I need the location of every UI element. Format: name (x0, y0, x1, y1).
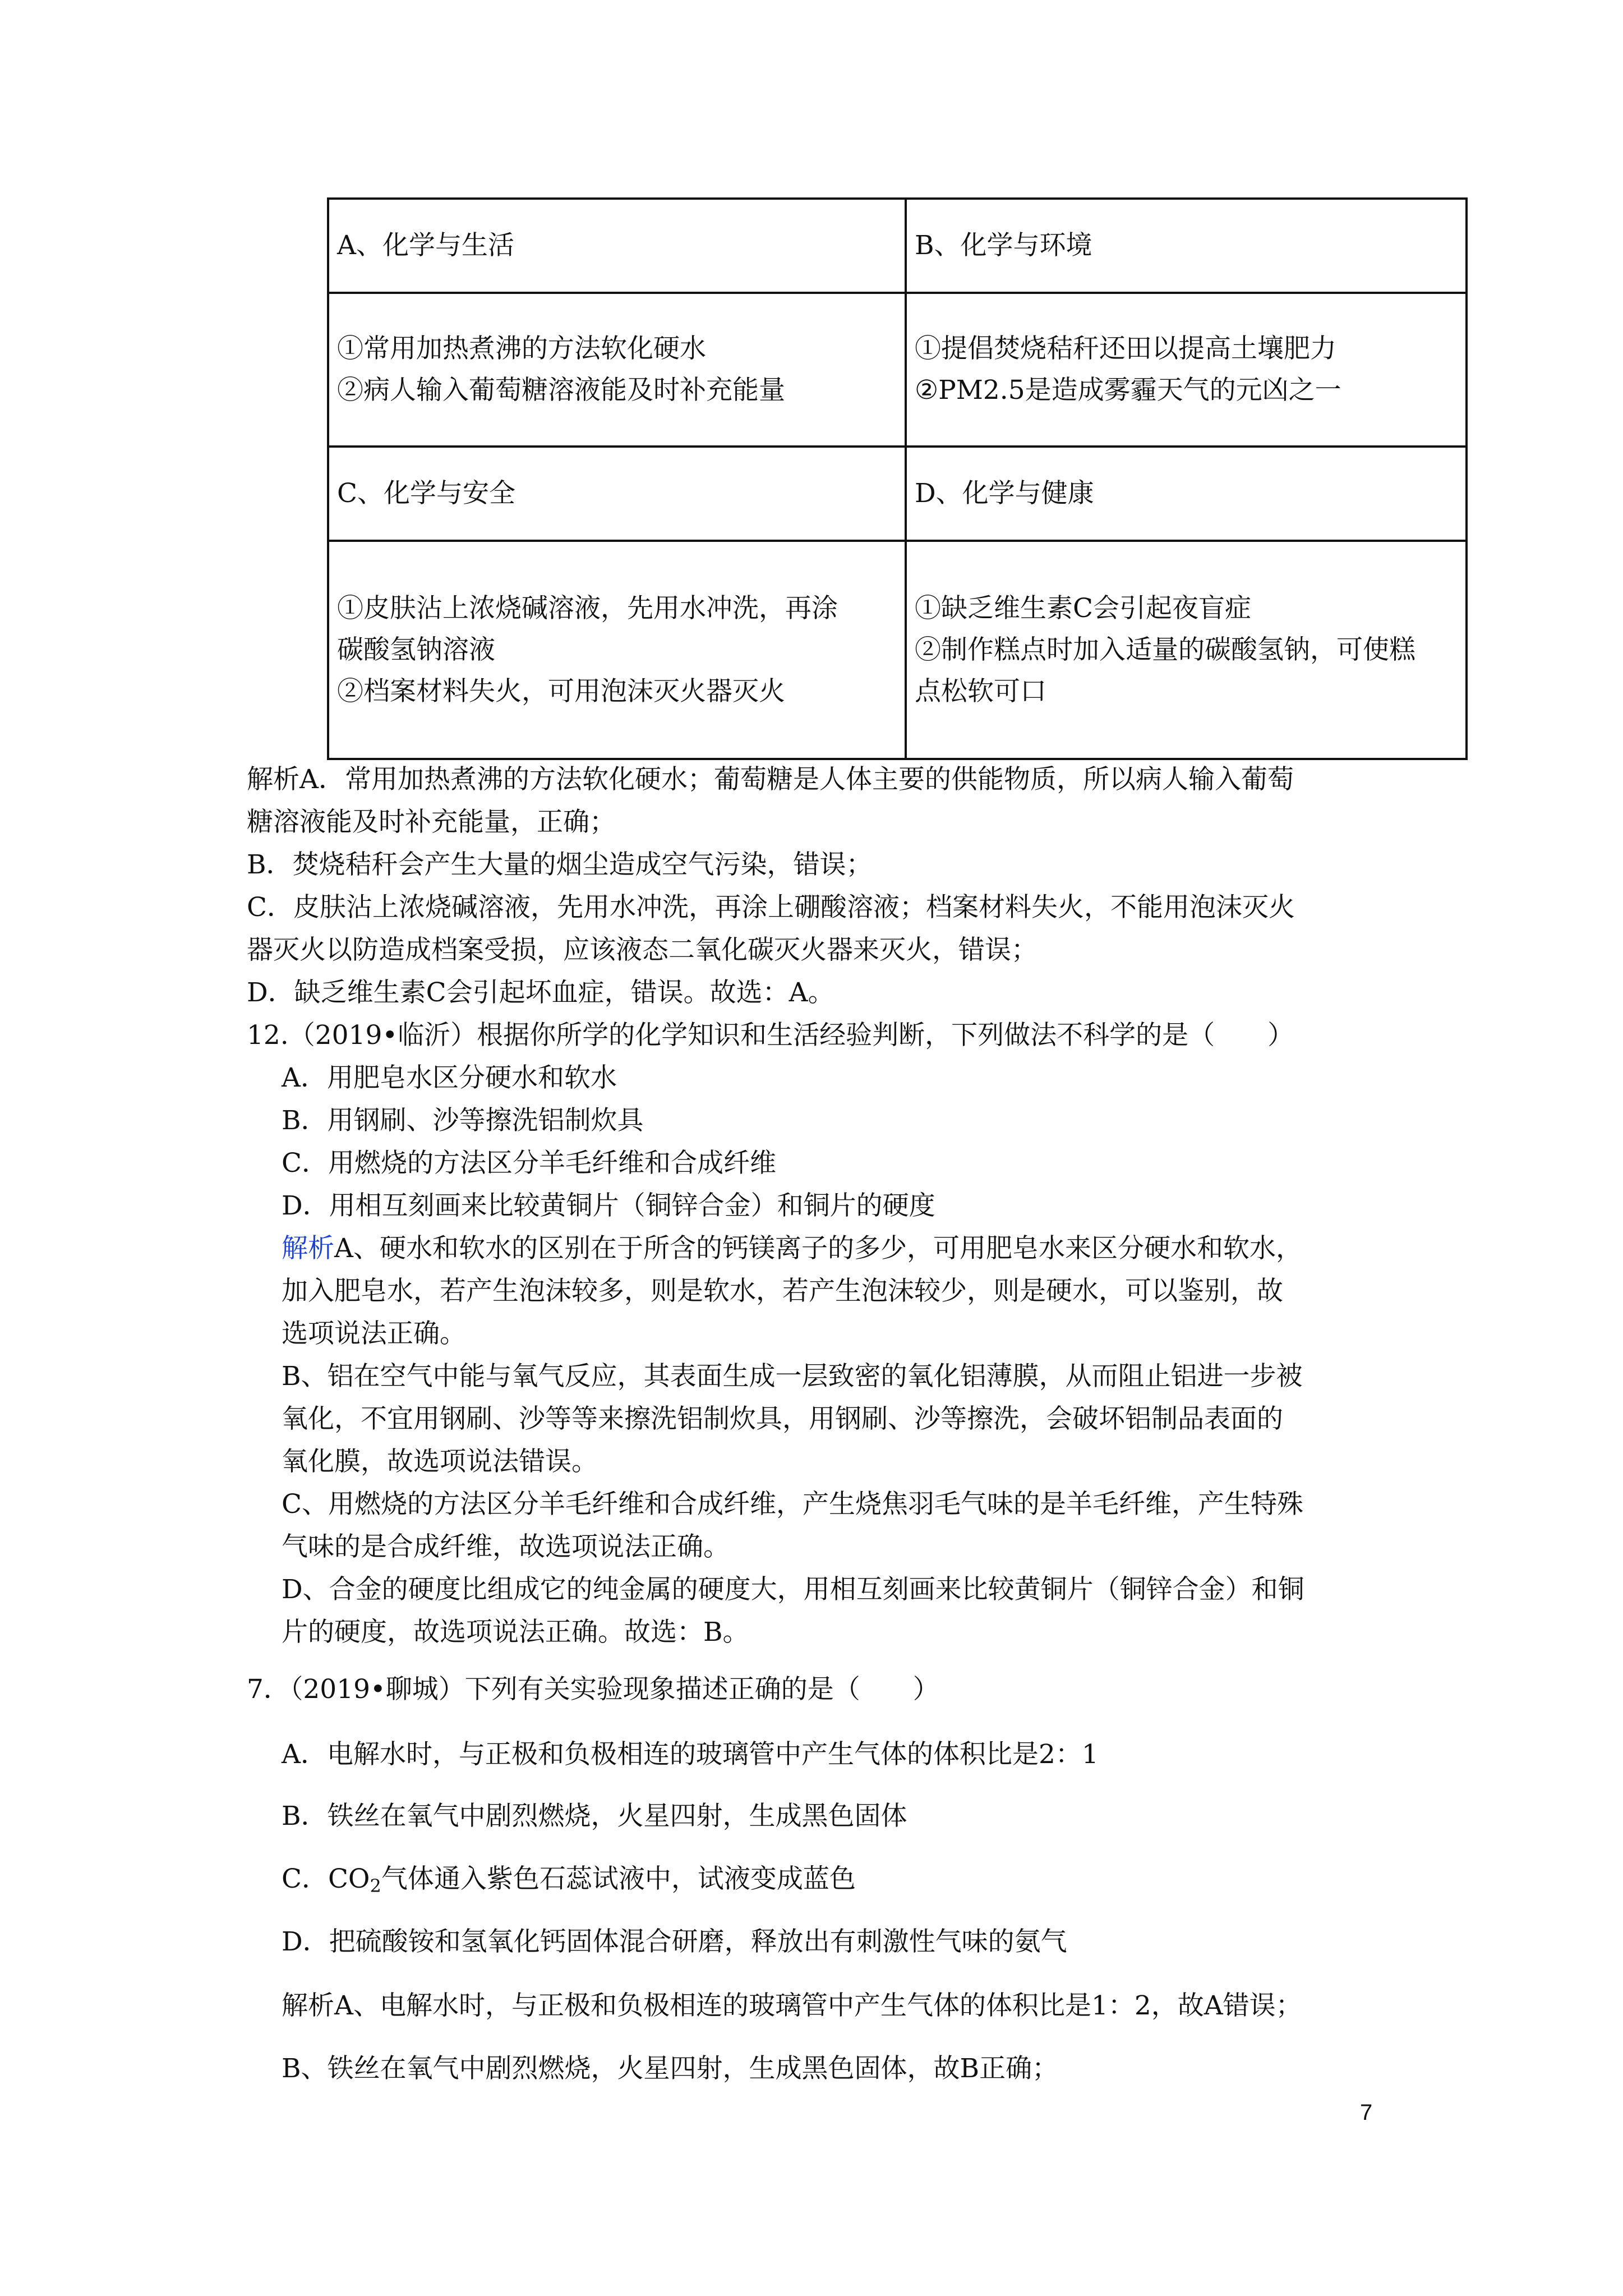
question-option: B．用钢刷、沙等擦洗铝制炊具 (282, 1105, 644, 1136)
table-cell-line: ②制作糕点时加入适量的碳酸氢钠，可使糕 (915, 634, 1415, 665)
table-cell-line: 点松软可口 (915, 675, 1046, 707)
page-number: 7 (1360, 2100, 1373, 2125)
analysis-line: 选项说法正确。 (282, 1318, 466, 1349)
table-cell-line: ②档案材料失火，可用泡沫灭火器灭火 (337, 675, 785, 707)
analysis-line: 片的硬度，故选项说法正确。故选：B。 (282, 1617, 749, 1648)
question-7-stem (247, 1668, 1391, 1711)
analysis-line: D、合金的硬度比组成它的纯金属的硬度大，用相互刻画来比较黄铜片（铜锌合金）和铜 (282, 1574, 1304, 1605)
analysis-line: 加入肥皂水，若产生泡沫较多，则是软水，若产生泡沫较少，则是硬水，可以鉴别，故 (282, 1276, 1283, 1306)
question-stem: 12.（2019•临沂）根据你所学的化学知识和生活经验判断，下列做法不科学的是（ ） (247, 1020, 1294, 1051)
option-text: C．CO (282, 1864, 370, 1894)
question-option (282, 1858, 1426, 1901)
question-7-option-c (282, 1858, 1426, 1901)
question-7-analysis-a (282, 1985, 1426, 2027)
table-cell-line: ①皮肤沾上浓烧碱溶液，先用水冲洗，再涂 (337, 592, 838, 624)
analysis-line: B．焚烧秸秆会产生大量的烟尘造成空气污染，错误； (247, 849, 873, 880)
question-option: D．用相互刻画来比较黄铜片（铜锌合金）和铜片的硬度 (282, 1190, 935, 1221)
question-12-stem (247, 1014, 1391, 1057)
table-row (328, 541, 1467, 759)
table-row (328, 447, 1467, 541)
table-row (328, 199, 1467, 293)
question-option: B．铁丝在氧气中剧烈燃烧，火星四射，生成黑色固体 (282, 1801, 907, 1832)
analysis-line: 氧化膜，故选项说法错误。 (282, 1446, 598, 1477)
question-option: C．用燃烧的方法区分羊毛纤维和合成纤维 (282, 1148, 776, 1179)
table-row (328, 293, 1467, 447)
analysis-line: B、铝在空气中能与氧气反应，其表面生成一层致密的氧化铝薄膜，从而阻止铝进一步被 (282, 1361, 1303, 1392)
table-cell-line: ①缺乏维生素C会引起夜盲症 (915, 592, 1251, 624)
table-cell-a-items (328, 293, 906, 447)
analysis-line: 氧化，不宜用钢刷、沙等等来擦洗铝制炊具，用钢刷、沙等擦洗，会破坏铝制品表面的 (282, 1404, 1283, 1434)
options-table (327, 197, 1468, 760)
table-cell-b-header: B、化学与环境 (906, 199, 1467, 293)
analysis-text: A．常用加热煮沸的方法软化硬水；葡萄糖是人体主要的供能物质，所以病人输入葡萄 (299, 764, 1294, 795)
question-12-options (282, 1057, 1426, 1654)
table-cell-line: ②病人输入葡萄糖溶液能及时补充能量 (337, 375, 785, 406)
question-7-option-a (282, 1733, 1426, 1776)
analysis-line: C、用燃烧的方法区分羊毛纤维和合成纤维，产生烧焦羽毛气味的是羊毛纤维，产生特殊 (282, 1489, 1303, 1520)
analysis-line: 气味的是合成纤维，故选项说法正确。 (282, 1531, 730, 1562)
table-cell-b-items (906, 293, 1467, 447)
option-text: 气体通入紫色石蕊试液中，试液变成蓝色 (381, 1864, 856, 1894)
question-stem: 7．（2019•聊城）下列有关实验现象描述正确的是（ ） (247, 1674, 939, 1705)
analysis-line (282, 1227, 1426, 1270)
analysis-line: 糖溶液能及时补充能量，正确； (247, 807, 616, 838)
question-option: A．用肥皂水区分硬水和软水 (282, 1062, 617, 1093)
table-cell-d-header: D、化学与健康 (906, 447, 1467, 541)
subscript: 2 (370, 1875, 381, 1897)
analysis-line: 器灭火以防造成档案受损，应该液态二氧化碳灭火器来灭火，错误； (247, 935, 1038, 965)
table-cell-c-items (328, 541, 906, 759)
analysis-line: B、铁丝在氧气中剧烈燃烧，火星四射，生成黑色固体，故B正确； (282, 2053, 1059, 2084)
table-cell-line: ①常用加热煮沸的方法软化硬水 (337, 333, 706, 364)
analysis-line: 解析A、电解水时，与正极和负极相连的玻璃管中产生气体的体积比是1：2，故A错误； (282, 1990, 1302, 2021)
question-7-option-b (282, 1795, 1426, 1838)
table-cell-d-items (906, 541, 1467, 759)
table-cell-c-header: C、化学与安全 (328, 447, 906, 541)
question-option: D．把硫酸铵和氢氧化钙固体混合研磨，释放出有刺激性气味的氨气 (282, 1926, 1067, 1957)
analysis-label: 解析 (247, 764, 299, 795)
analysis-line: D．缺乏维生素C会引起坏血症，错误。故选：A。 (247, 977, 834, 1008)
analysis-line: C．皮肤沾上浓烧碱溶液，先用水冲洗，再涂上硼酸溶液；档案材料失火，不能用泡沫灭火 (247, 892, 1295, 923)
question-7-option-d (282, 1921, 1426, 1963)
analysis-label: 解析 (282, 1233, 334, 1264)
table-cell-line: ②PM2.5是造成雾霾天气的元凶之一 (915, 375, 1341, 406)
analysis-text: A、硬水和软水的区别在于所含的钙镁离子的多少，可用肥皂水来区分硬水和软水， (334, 1233, 1302, 1264)
table-cell-line: ①提倡焚烧秸秆还田以提高土壤肥力 (915, 333, 1336, 364)
table-cell-line: 碳酸氢钠溶液 (337, 634, 495, 665)
analysis-block-1 (247, 758, 1391, 1014)
question-option: A．电解水时，与正极和负极相连的玻璃管中产生气体的体积比是2：1 (282, 1739, 1099, 1770)
table-cell-a-header: A、化学与生活 (328, 199, 906, 293)
question-7-analysis-b (282, 2047, 1426, 2090)
analysis-line (247, 758, 1391, 801)
